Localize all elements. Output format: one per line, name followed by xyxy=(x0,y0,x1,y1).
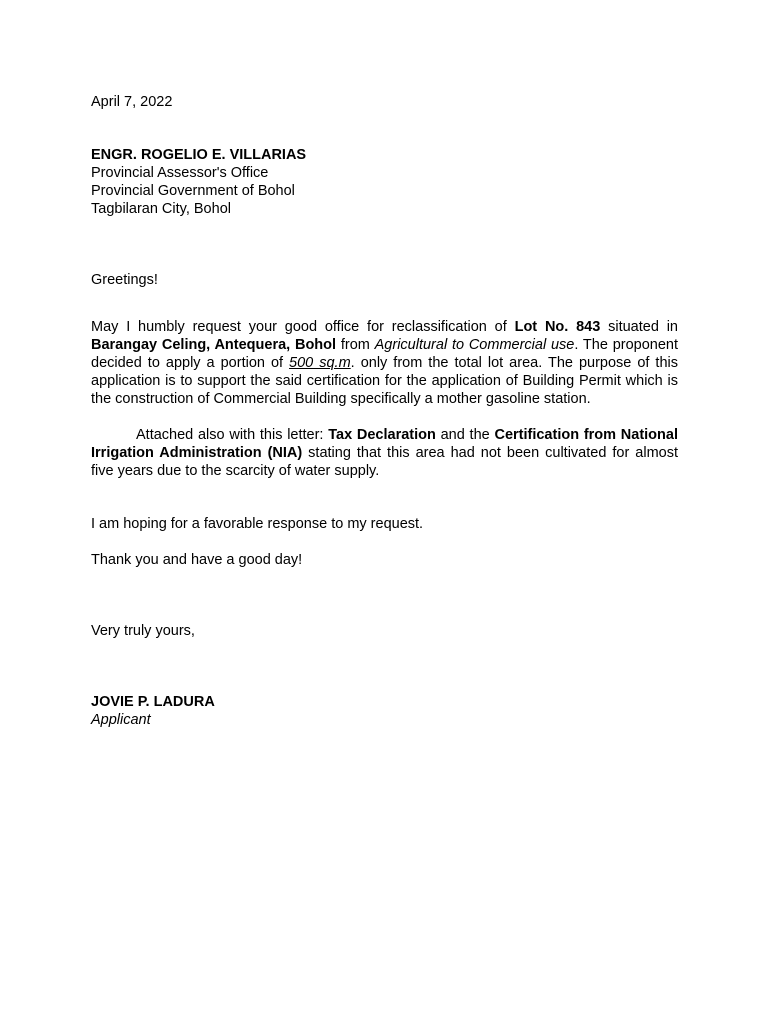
closing-line: Very truly yours, xyxy=(91,623,195,639)
letter-page xyxy=(91,93,678,729)
hoping-line: I am hoping for a favorable response to my request. xyxy=(91,516,424,532)
signatory-name: JOVIE P. LADURA xyxy=(91,694,215,710)
paragraph1-text-4: . The proponent decided to apply a portion of xyxy=(91,337,678,371)
recipient-office: Provincial Assessor's Office xyxy=(91,165,269,181)
paragraph1-text-1: May I humbly request your good office for reclassification of xyxy=(91,319,515,335)
recipient-address: Tagbilaran City, Bohol xyxy=(91,201,231,217)
signature-block xyxy=(91,693,678,729)
lot-area-portion: 500 sq.m xyxy=(289,355,351,371)
lot-location: Barangay Celing, Antequera, Bohol xyxy=(91,337,337,353)
body-paragraph-request xyxy=(91,318,678,408)
thanks-line: Thank you and have a good day! xyxy=(91,552,303,568)
greeting: Greetings! xyxy=(91,272,158,288)
body-paragraph-attachments xyxy=(91,426,678,480)
paragraph1-text-2: situated in xyxy=(600,319,679,335)
paragraph1-text-3: from xyxy=(336,337,375,353)
letter-date: April 7, 2022 xyxy=(91,94,173,110)
paragraph2-text-2: and the xyxy=(435,427,495,443)
signatory-title: Applicant xyxy=(91,712,151,728)
lot-number: Lot No. 843 xyxy=(514,319,601,335)
land-use-change: Agricultural to Commercial use xyxy=(374,337,575,353)
attachment-nia-certification: Certification from National Irrigation Administration (NIA) xyxy=(91,427,678,461)
paragraph2-text-3: stating that this area had not been cultivated for almost five years due to the scarcity of water supply. xyxy=(91,445,678,479)
paragraph1-text-5: . only from the total lot area. The purpose of this application is to support the said certification for the application of Building Permit which is the construction of Commercial Building specifically a mother gasoline station. xyxy=(91,355,679,407)
recipient-block xyxy=(91,146,678,218)
recipient-name: ENGR. ROGELIO E. VILLARIAS xyxy=(91,147,307,163)
recipient-government: Provincial Government of Bohol xyxy=(91,183,295,199)
paragraph2-text-1: Attached also with this letter: xyxy=(136,427,329,443)
attachment-tax-declaration: Tax Declaration xyxy=(328,427,436,443)
